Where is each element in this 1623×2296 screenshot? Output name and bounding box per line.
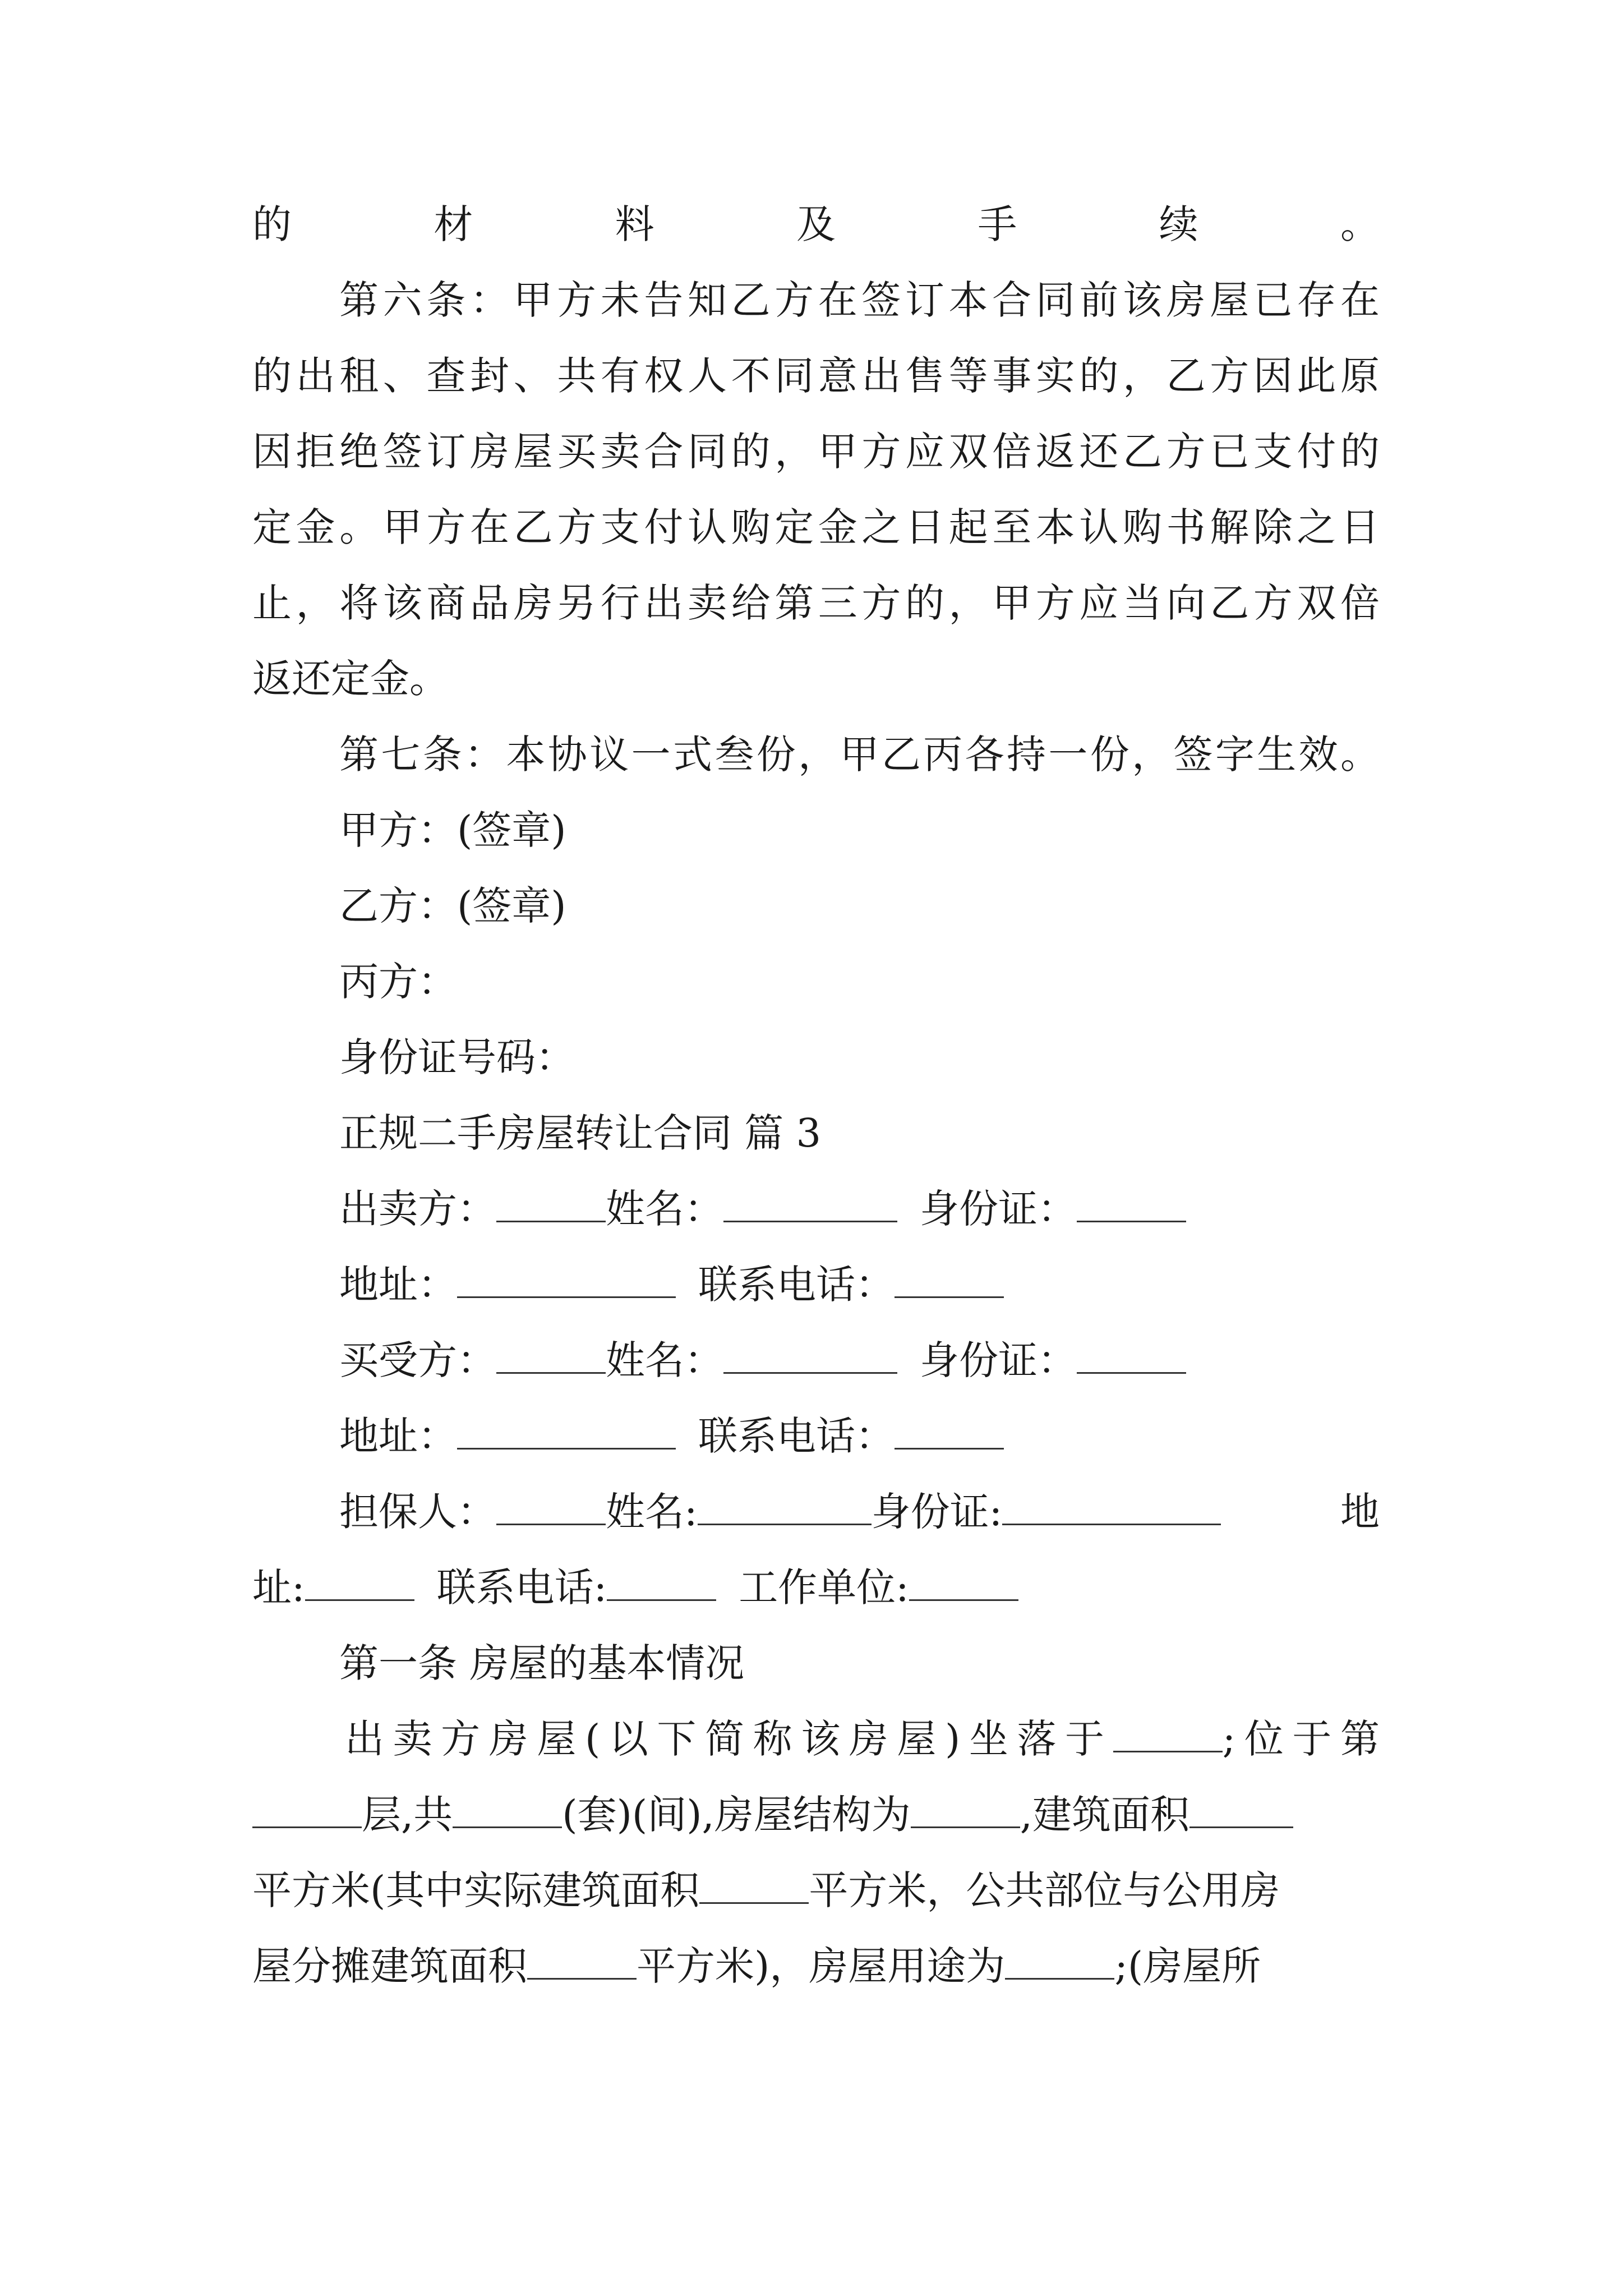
shared-area-blank — [527, 1943, 637, 1980]
guarantor-name-label: 姓名: — [606, 1489, 698, 1535]
line-text: 第七条：本协议一式叁份，甲乙丙各持一份，签字生效。 — [339, 731, 1380, 777]
location-blank — [1113, 1716, 1223, 1752]
area-blank — [1189, 1792, 1293, 1828]
line-text: 丙方： — [339, 959, 457, 1005]
seller-phone-blank — [895, 1262, 1004, 1298]
seller-name-blank — [723, 1186, 897, 1222]
article-1-line-3 — [252, 1865, 1380, 1916]
text-run: 平方米(其中实际建筑面积 — [252, 1867, 700, 1913]
guarantor-phone-blank — [607, 1565, 716, 1601]
actual-area-blank — [699, 1867, 809, 1904]
line-text: 第六条：甲方未告知乙方在签订本合同前该房屋已存在 — [339, 277, 1380, 323]
guarantor-address-label: 地 — [1340, 1489, 1380, 1535]
buyer-address-blank — [457, 1413, 676, 1450]
text-run: ;(房屋所 — [1114, 1943, 1261, 1989]
guarantor-label: 担保人： — [339, 1489, 496, 1535]
text-run: 屋分摊建筑面积 — [252, 1943, 527, 1989]
structure-blank — [911, 1792, 1020, 1828]
section-title — [339, 1108, 1380, 1158]
line-text: 返还定金。 — [252, 656, 449, 702]
text-run: ,建筑面积 — [1020, 1792, 1190, 1838]
line-text: 的材料及手续。 — [252, 201, 1380, 247]
article-6-line-4 — [252, 502, 1380, 553]
line-text: 因拒绝签订房屋买卖合同的，甲方应双倍返还乙方已支付的 — [252, 429, 1380, 475]
guarantor-id-label: 身份证: — [871, 1489, 1003, 1535]
units-blank — [453, 1792, 562, 1828]
article-6-line-5 — [252, 578, 1380, 628]
seller-label: 出卖方： — [339, 1186, 496, 1232]
seller-row — [339, 1184, 1380, 1234]
guarantor-address-label-2: 址: — [252, 1565, 305, 1611]
party-a-signature — [339, 805, 1380, 855]
usage-blank — [1005, 1943, 1114, 1980]
party-b-signature — [339, 881, 1380, 931]
text-run: 层,共 — [362, 1792, 453, 1838]
buyer-blank — [496, 1337, 606, 1374]
article-6-line-1 — [339, 275, 1380, 325]
guarantor-id-blank — [1002, 1489, 1221, 1525]
line-text: 正规二手房屋转让合同 篇 3 — [339, 1110, 822, 1156]
buyer-label: 买受方： — [339, 1337, 496, 1383]
buyer-phone-label: 联系电话： — [698, 1413, 895, 1459]
guarantor-address-blank — [305, 1565, 414, 1601]
article-1-heading — [339, 1638, 1380, 1688]
guarantor-work-label: 工作单位: — [739, 1565, 909, 1611]
article-6-line-3 — [252, 426, 1380, 477]
id-number — [339, 1032, 1380, 1083]
line-text: 甲方：(签章) — [339, 807, 566, 853]
line-text: 乙方：(签章) — [339, 883, 566, 929]
seller-address-blank — [457, 1262, 676, 1298]
article-1-line-1 — [345, 1714, 1380, 1764]
guarantor-name-blank — [698, 1489, 872, 1525]
text-run: 平方米，公共部位与公用房 — [809, 1867, 1280, 1913]
buyer-name-label: 姓名： — [606, 1337, 723, 1383]
seller-address-label: 地址： — [339, 1262, 457, 1308]
buyer-id-blank — [1077, 1337, 1186, 1374]
text-run: 平方米)，房屋用途为 — [637, 1943, 1006, 1989]
guarantor-phone-label: 联系电话: — [436, 1565, 607, 1611]
seller-phone-label: 联系电话： — [698, 1262, 895, 1308]
text-run: (套)(间),房屋结构为 — [562, 1792, 911, 1838]
line-text: 止，将该商品房另行出卖给第三方的，甲方应当向乙方双倍 — [252, 580, 1380, 626]
line-text: 的出租、查封、共有权人不同意出售等事实的，乙方因此原 — [252, 353, 1380, 399]
guarantor-row-2 — [252, 1562, 1380, 1613]
buyer-address-label: 地址： — [339, 1413, 457, 1459]
guarantor-row — [339, 1487, 1380, 1537]
article-1-line-4 — [252, 1941, 1380, 1991]
text-run: 出卖方房屋(以下简称该房屋)坐落于 — [345, 1716, 1113, 1762]
article-6-line-2 — [252, 351, 1380, 401]
article-1-line-2 — [252, 1789, 1380, 1840]
article-7 — [339, 729, 1380, 780]
seller-blank — [496, 1186, 606, 1222]
guarantor-blank — [496, 1489, 606, 1525]
article-6-line-6 — [252, 654, 1380, 704]
buyer-row — [339, 1335, 1380, 1386]
seller-address-row — [339, 1259, 1380, 1310]
guarantor-work-blank — [909, 1565, 1018, 1601]
buyer-phone-blank — [895, 1413, 1004, 1450]
line-text: 第一条 房屋的基本情况 — [339, 1640, 745, 1686]
line-text: 定金。甲方在乙方支付认购定金之日起至本认购书解除之日 — [252, 504, 1380, 550]
floor-blank — [252, 1792, 362, 1828]
buyer-name-blank — [723, 1337, 897, 1374]
text-run: ;位于第 — [1222, 1716, 1380, 1762]
text-line — [252, 199, 1380, 250]
line-text: 身份证号码： — [339, 1034, 575, 1080]
seller-id-label: 身份证： — [920, 1186, 1077, 1232]
party-c — [339, 956, 1380, 1007]
seller-name-label: 姓名： — [606, 1186, 723, 1232]
seller-id-blank — [1077, 1186, 1186, 1222]
buyer-id-label: 身份证： — [920, 1337, 1077, 1383]
buyer-address-row — [339, 1411, 1380, 1461]
